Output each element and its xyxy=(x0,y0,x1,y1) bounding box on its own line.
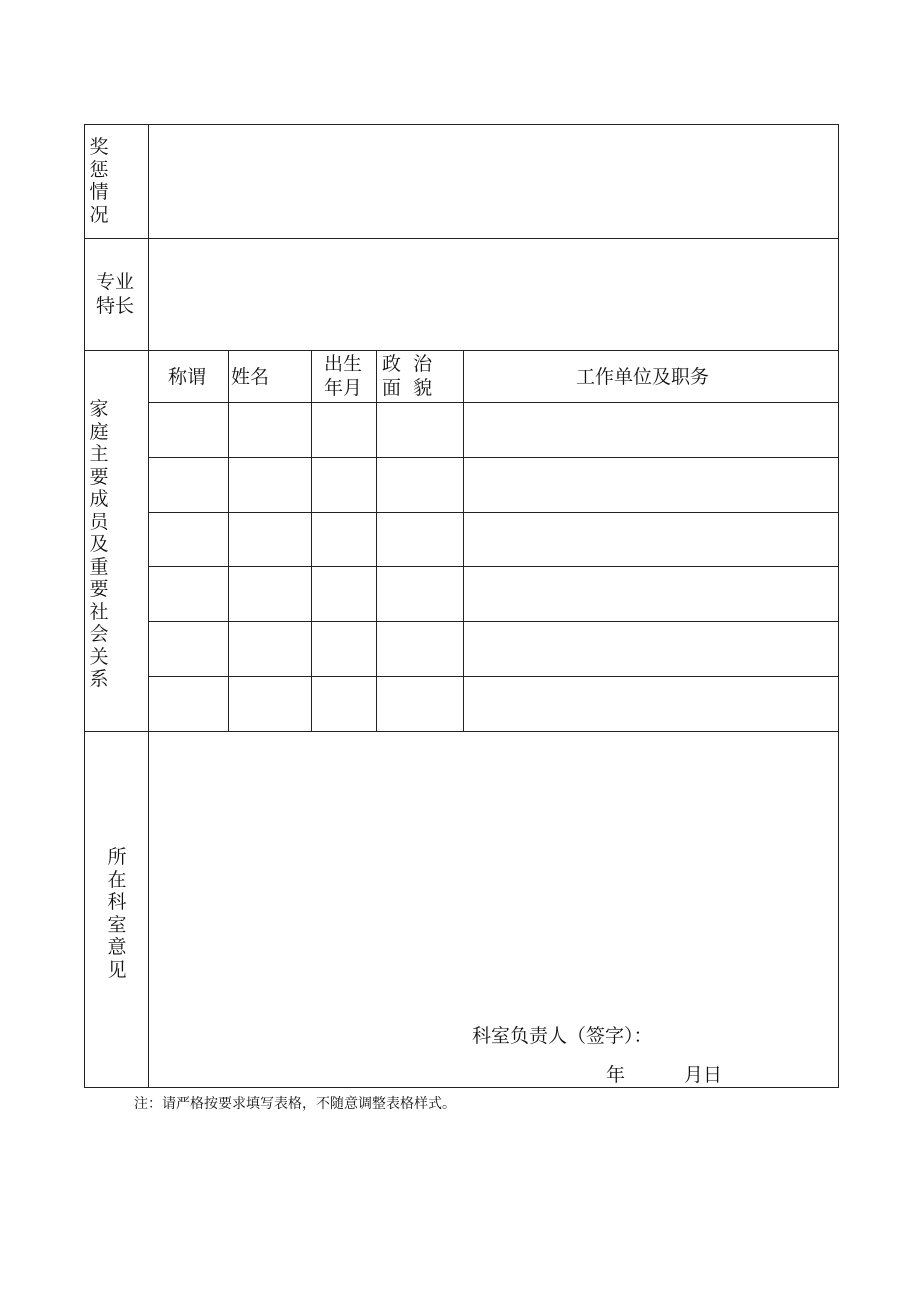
header-name: 姓名 xyxy=(231,366,270,388)
cell-work[interactable] xyxy=(464,458,839,513)
cell-title[interactable] xyxy=(149,458,228,513)
cell-work[interactable] xyxy=(464,677,839,732)
header-political-line2: 面 貌 xyxy=(382,377,433,399)
cell-name[interactable] xyxy=(229,403,311,458)
department-opinion-label: 所在科室意见 xyxy=(107,846,127,981)
signature-month-day: 月日 xyxy=(684,1064,723,1086)
cell-work[interactable] xyxy=(464,567,839,622)
header-title: 称谓 xyxy=(168,366,207,388)
specialty-field[interactable] xyxy=(149,239,838,349)
table-row xyxy=(149,458,839,513)
header-birth-line2: 年月 xyxy=(324,377,363,399)
header-political-line1: 政 治 xyxy=(382,353,433,375)
cell-name[interactable] xyxy=(229,567,311,622)
table-row xyxy=(149,677,839,732)
table-row xyxy=(149,513,839,568)
rewards-label: 奖惩情况 xyxy=(89,136,109,226)
cell-political[interactable] xyxy=(377,513,463,568)
form-note: 注：请严格按要求填写表格，不随意调整表格样式。 xyxy=(134,1096,456,1112)
cell-birth[interactable] xyxy=(312,622,376,677)
department-opinion-field[interactable] xyxy=(149,732,838,1012)
cell-name[interactable] xyxy=(229,677,311,732)
signature-label: 科室负责人（签字）： xyxy=(472,1025,653,1047)
cell-title[interactable] xyxy=(149,513,228,568)
cell-birth[interactable] xyxy=(312,403,376,458)
divider-specialty xyxy=(84,350,839,351)
table-row xyxy=(149,622,839,677)
cell-birth[interactable] xyxy=(312,513,376,568)
header-birth-line1: 出生 xyxy=(324,353,363,375)
cell-birth[interactable] xyxy=(312,458,376,513)
cell-name[interactable] xyxy=(229,458,311,513)
family-label: 家庭主要成员及重要社会关系 xyxy=(89,398,109,690)
cell-title[interactable] xyxy=(149,567,228,622)
specialty-label-line1: 专业 xyxy=(96,271,135,293)
cell-work[interactable] xyxy=(464,622,839,677)
cell-title[interactable] xyxy=(149,403,228,458)
specialty-label-line2: 特长 xyxy=(96,295,135,317)
cell-name[interactable] xyxy=(229,513,311,568)
cell-political[interactable] xyxy=(377,403,463,458)
header-work: 工作单位及职务 xyxy=(576,366,710,388)
cell-political[interactable] xyxy=(377,567,463,622)
cell-political[interactable] xyxy=(377,622,463,677)
cell-work[interactable] xyxy=(464,403,839,458)
rewards-field[interactable] xyxy=(149,125,838,237)
cell-title[interactable] xyxy=(149,622,228,677)
signature-year: 年 xyxy=(606,1064,626,1086)
table-row xyxy=(149,403,839,458)
cell-title[interactable] xyxy=(149,677,228,732)
cell-political[interactable] xyxy=(377,677,463,732)
cell-name[interactable] xyxy=(229,622,311,677)
cell-political[interactable] xyxy=(377,458,463,513)
cell-birth[interactable] xyxy=(312,677,376,732)
cell-work[interactable] xyxy=(464,513,839,568)
table-row xyxy=(149,567,839,622)
cell-birth[interactable] xyxy=(312,567,376,622)
